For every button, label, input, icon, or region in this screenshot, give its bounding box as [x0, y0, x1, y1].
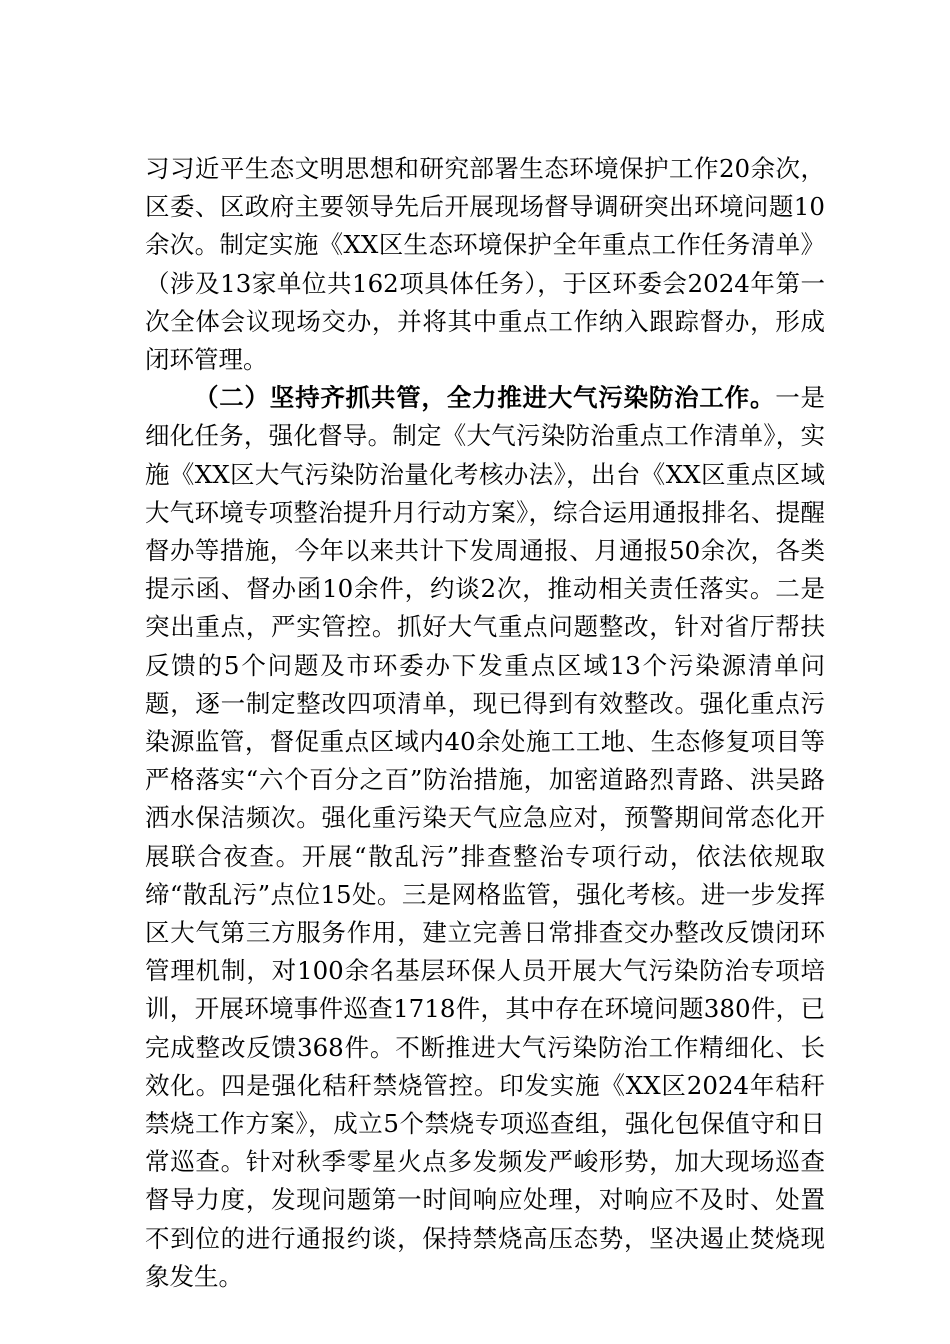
section-body: 一是细化任务，强化督导。制定《大气污染防治重点工作清单》，实施《XX区大气污染防治量化考核办法》，出台《XX区重点区域大气环境专项整治提升月行动方案》，综合运用通报排名、提醒督办等措施，今年以来共计下发周通报、月通报50余次，各类提示函、督办函10余件，约谈2次，推动相关责任落实。二是突出重点，严实管控。抓好大气重点问题整改，针对省厅帮扶反馈的5个问题及市环委办下发重点区域13个污染源清单问题，逐一制定整改四项清单，现已得到有效整改。强化重点污染源监管，督促重点区域内40余处施工工地、生态修复项目等严格落实“六个百分之百”防治措施，加密道路烈青路、洪吴路洒水保洁频次。强化重污染天气应急应对，预警期间常态化开展联合夜查。开展“散乱污”排查整治专项行动，依法依规取缔“散乱污”点位15处。三是网格监管，强化考核。进一步发挥区大气第三方服务作用，建立完善日常排查交办整改反馈闭环管理机制，对100余名基层环保人员开展大气污染防治专项培训，开展环境事件巡查1718件，其中存在环境问题380件，已完成整改反馈368件。不断推进大气污染防治工作精细化、长效化。四是强化秸秆禁烧管控。印发实施《XX区2024年秸秆禁烧工作方案》，成立5个禁烧专项巡查组，强化包保值守和日常巡查。针对秋季零星火点多发频发严峻形势，加大现场巡查督导力度，发现问题第一时间响应处理，对响应不及时、处置不到位的进行通报约谈，保持禁烧高压态势，坚决遏止焚烧现象发生。: [145, 383, 826, 1291]
paragraph-continuation: 习习近平生态文明思想和研究部署生态环境保护工作20余次，区委、区政府主要领导先后开展现场督导调研突出环境问题10余次。制定实施《XX区生态环境保护全年重点工作任务清单》（涉及13家单位共162项具体任务），于区环委会2024年第一次全体会议现场交办，并将其中重点工作纳入跟踪督办，形成闭环管理。: [145, 154, 825, 375]
section-heading: （二）坚持齐抓共管，全力推进大气污染防治工作。: [194, 383, 776, 413]
paragraph-air-pollution: [145, 379, 825, 1296]
document-body: [145, 150, 825, 1296]
